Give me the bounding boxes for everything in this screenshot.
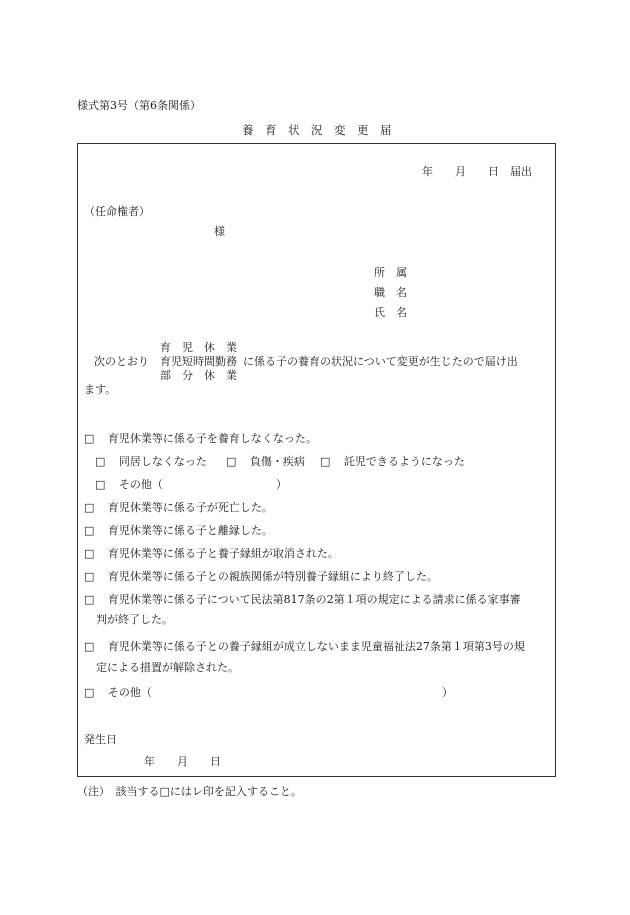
checkbox-adoption-cancelled[interactable]: □ — [84, 547, 95, 560]
item-divorced: 育児休業等に係る子と離縁した。 — [107, 524, 273, 537]
checkbox-injury[interactable]: □ — [226, 455, 237, 468]
item-other-close: ） — [442, 686, 453, 699]
footnote: （注） 該当する□にはレ印を記入すること。 — [77, 785, 302, 798]
form-title: 養 育 状 況 変 更 届 — [242, 123, 392, 137]
checkbox-divorced[interactable]: □ — [84, 524, 95, 537]
item-child-died: 育児休業等に係る子が死亡した。 — [107, 501, 273, 514]
intro-rest: に係る子の養育の状況について変更が生じたので届け出 — [243, 355, 518, 368]
item-special-adoption: 育児休業等に係る子との親族関係が特別養子縁組により終了した。 — [107, 570, 438, 583]
item-sub-other-field[interactable] — [165, 478, 275, 492]
item-daycare: 託児できるようになった — [343, 455, 465, 468]
item-welfare-measure-line1: 育児休業等に係る子との養子縁組が成立しないまま児童福祉法27条第１項第3号の規 — [107, 640, 525, 653]
appointer-label: （任命権者） — [84, 205, 150, 218]
checkbox-daycare[interactable]: □ — [320, 455, 331, 468]
item-other: その他（ — [107, 686, 152, 699]
item-sub-other: その他（ — [118, 478, 163, 491]
item-family-court-line1: 育児休業等に係る子について民法第817条の2第１項の規定による請求に係る家事審 — [107, 593, 521, 606]
intro-end: ます。 — [84, 383, 117, 396]
item-welfare-measure-line2: 定による措置が解除された。 — [96, 661, 239, 674]
checkbox-special-adoption[interactable]: □ — [84, 570, 95, 583]
checkbox-no-longer-raising[interactable]: □ — [84, 432, 95, 445]
intro-lead: 次のとおり — [94, 355, 149, 368]
item-other-field[interactable] — [152, 686, 437, 700]
intro-option-short-hours: 育児短時間勤務 — [160, 355, 237, 368]
form-number: 様式第3号（第6条関係） — [77, 99, 201, 112]
intro-option-childcare-leave: 育 児 休 業 — [160, 341, 237, 354]
affiliation-label: 所 属 — [374, 266, 407, 279]
occurrence-label: 発生日 — [84, 733, 117, 746]
item-sub-other-close: ） — [276, 478, 287, 491]
checkbox-child-died[interactable]: □ — [84, 501, 95, 514]
checkbox-welfare-measure[interactable]: □ — [84, 640, 95, 653]
checkbox-other[interactable]: □ — [84, 686, 95, 699]
honorific: 様 — [214, 225, 225, 238]
submission-date[interactable]: 年 月 日 届出 — [422, 165, 532, 178]
name-label: 氏 名 — [374, 306, 407, 319]
occurrence-date[interactable]: 年 月 日 — [144, 755, 221, 768]
position-label: 職 名 — [374, 286, 407, 299]
checkbox-no-cohabit[interactable]: □ — [95, 455, 106, 468]
item-adoption-cancelled: 育児休業等に係る子と養子縁組が取消された。 — [107, 547, 339, 560]
item-no-longer-raising: 育児休業等に係る子を養育しなくなった。 — [107, 432, 317, 445]
item-injury: 負傷・疾病 — [249, 455, 305, 468]
item-family-court-line2: 判が終了した。 — [96, 613, 173, 626]
item-no-cohabit: 同居しなくなった — [118, 455, 207, 468]
checkbox-sub-other[interactable]: □ — [95, 478, 106, 491]
checkbox-family-court[interactable]: □ — [84, 593, 95, 606]
intro-option-partial-leave: 部 分 休 業 — [160, 369, 237, 382]
